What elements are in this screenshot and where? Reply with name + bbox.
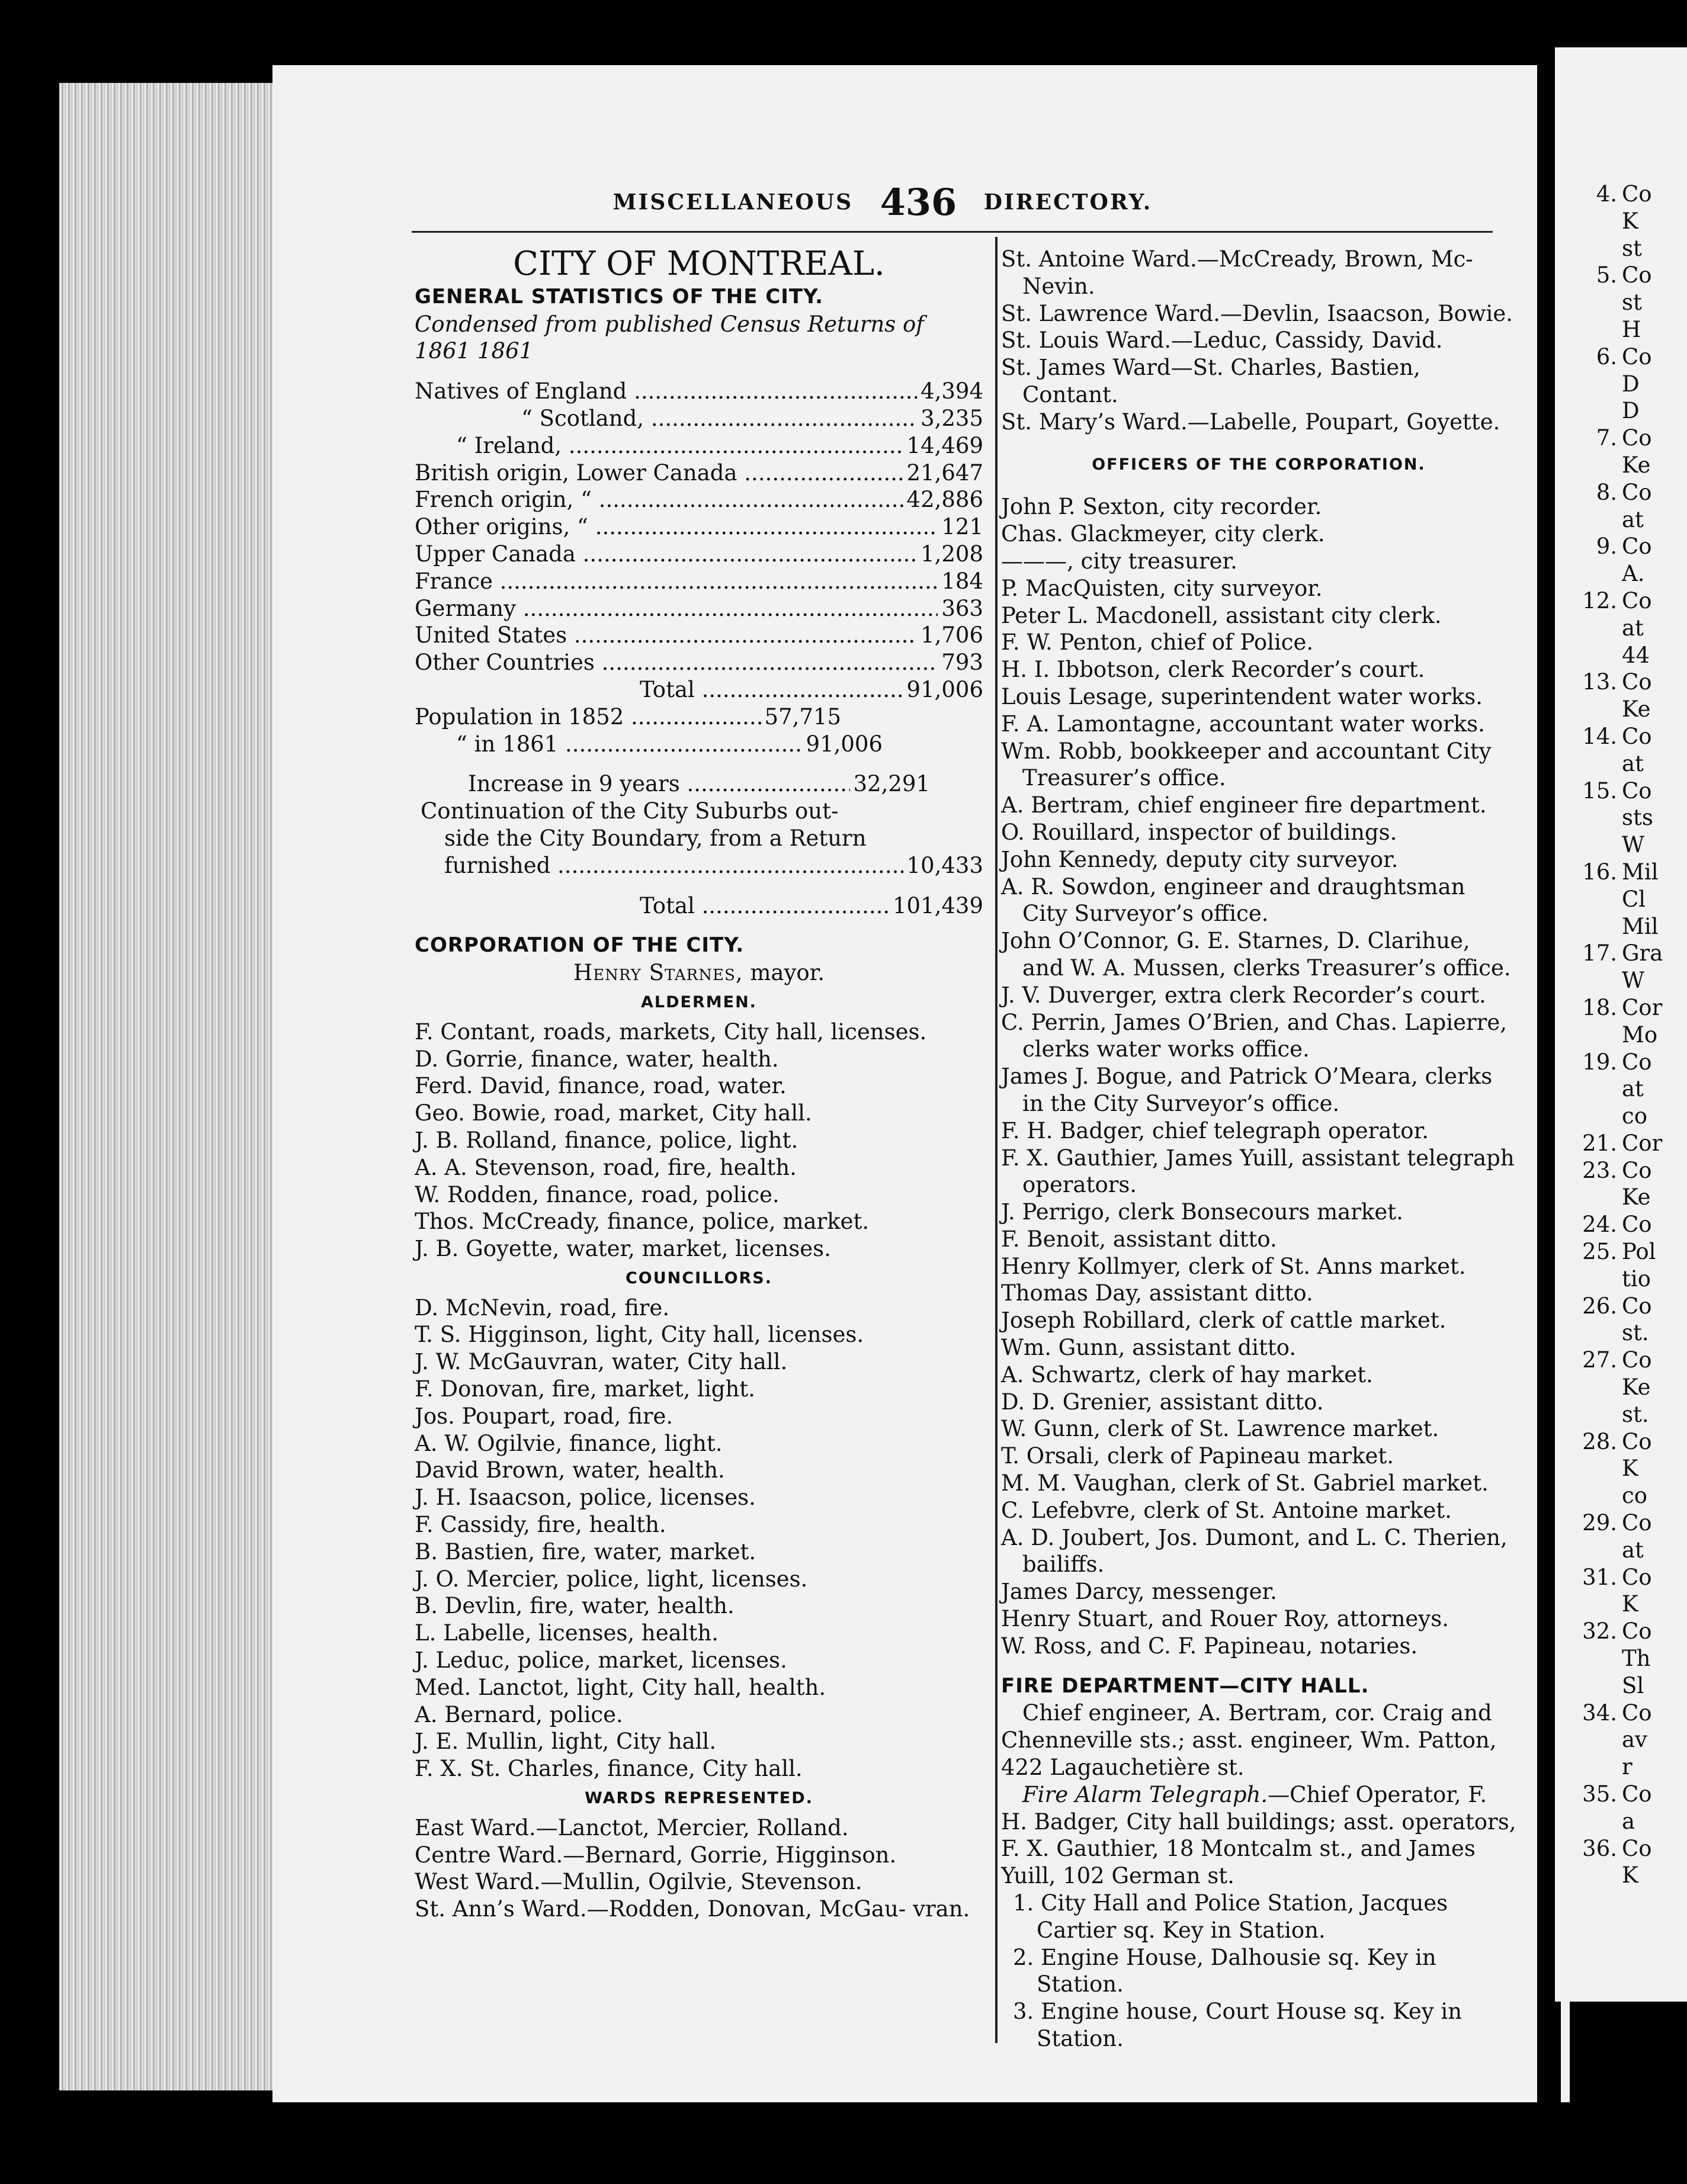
facing-text: Co (1622, 479, 1652, 505)
stat-row (415, 595, 983, 622)
facing-line (1570, 1184, 1682, 1211)
facing-number: 16. (1582, 859, 1617, 885)
officer-entry: James Darcy, messenger. (1001, 1579, 1277, 1605)
councillor-entry: J. Leduc, police, market, licenses. (415, 1647, 787, 1674)
councillor-entry: Jos. Poupart, road, fire. (415, 1403, 673, 1429)
stat-label: “ Ireland, ..... (456, 432, 903, 460)
facing-text: at (1622, 750, 1644, 776)
stat-value: 363 (941, 595, 983, 621)
stat-value: 42,886 (906, 487, 983, 513)
facing-number: 18. (1582, 994, 1617, 1020)
facing-number: 5. (1596, 262, 1617, 288)
stat-label: Upper Canada ..... (415, 541, 917, 568)
facing-number: 12. (1582, 587, 1617, 614)
facing-line (1570, 1428, 1682, 1456)
facing-line (1570, 1401, 1682, 1428)
facing-text: Cor (1622, 1130, 1663, 1156)
facing-text: at (1622, 1076, 1644, 1102)
facing-line (1570, 316, 1682, 343)
facing-text: Cor (1622, 994, 1663, 1020)
facing-number: 35. (1582, 1781, 1617, 1807)
facing-text: at (1622, 1537, 1644, 1563)
alderman-entry: Geo. Bowie, road, market, City hall. (415, 1100, 812, 1126)
facing-text: Co (1622, 343, 1652, 370)
facing-line (1570, 1293, 1682, 1320)
officer-entry: ———, city treasurer. (1001, 548, 1237, 574)
facing-text: tio (1622, 1266, 1651, 1292)
facing-line (1570, 696, 1682, 723)
officer-entry: Wm. Robb, bookkeeper and accountant City Treasurer’s office. (1001, 738, 1492, 791)
facing-text: D (1622, 371, 1640, 397)
aldermen-list (415, 1019, 983, 1263)
facing-number: 36. (1582, 1835, 1617, 1861)
ward-entry: St. Lawrence Ward.—Devlin, Isaacson, Bowie. (1001, 300, 1513, 326)
ward-entry: East Ward.—Lanctot, Mercier, Rolland. (415, 1814, 849, 1841)
facing-line (1570, 1075, 1682, 1103)
officer-entry: W. Gunn, clerk of St. Lawrence market. (1001, 1416, 1439, 1442)
facing-text: Co (1622, 1618, 1652, 1645)
stat-label: France ..... (415, 568, 938, 595)
officer-entry: F. W. Penton, chief of Police. (1001, 629, 1314, 656)
officer-entry: F. X. Gauthier, James Yuill, assistant telegraph operators. (1001, 1145, 1515, 1198)
census-note: Condensed from published Census Returns of 1861 1861 (415, 311, 924, 364)
stat-value: 1,208 (921, 541, 983, 567)
facing-line (1570, 940, 1682, 967)
councillor-entry: D. McNevin, road, fire. (415, 1295, 670, 1321)
facing-text: Co (1622, 1564, 1652, 1590)
councillor-entry: F. Donovan, fire, market, light. (415, 1376, 755, 1402)
officer-entry: J. Perrigo, clerk Bonsecours market. (1001, 1199, 1403, 1225)
facing-line (1570, 1455, 1682, 1482)
officer-entry: F. Benoit, assistant ditto. (1001, 1226, 1277, 1252)
stat-label: Other Countries ..... (415, 649, 938, 676)
ward-entry: West Ward.—Mullin, Ogilvie, Stevenson. (415, 1869, 862, 1895)
ward-entry: St. Ann’s Ward.—Rodden, Donovan, McGau- vran. (415, 1896, 970, 1922)
facing-text: Co (1622, 1347, 1652, 1373)
alderman-entry: Thos. McCready, finance, police, market. (415, 1209, 870, 1235)
directory-page (272, 65, 1570, 2102)
stations-list (1001, 1890, 1516, 2053)
facing-text: D (1622, 398, 1640, 424)
officer-entry: Chas. Glackmeyer, city clerk. (1001, 521, 1325, 547)
councillor-entry: David Brown, water, health. (415, 1457, 725, 1483)
station-entry: 1. City Hall and Police Station, Jacques Cartier sq. Key in Station. (1013, 1890, 1448, 1943)
facing-number: 29. (1582, 1510, 1617, 1536)
facing-line (1570, 560, 1682, 587)
facing-line (1570, 587, 1682, 615)
officer-entry: A. D. Joubert, Jos. Dumont, and L. C. Therien, bailiffs. (1001, 1524, 1508, 1578)
facing-line (1570, 1374, 1682, 1401)
facing-line (1570, 1645, 1682, 1672)
stat-row (415, 513, 983, 541)
facing-text: Cl (1622, 886, 1646, 912)
councillor-entry: B. Bastien, fire, water, market. (415, 1539, 756, 1565)
continuation-line-2: side the City Boundary, from a Return (444, 825, 867, 851)
facing-text: Th (1622, 1646, 1651, 1672)
facing-line (1570, 479, 1682, 506)
facing-text: av (1622, 1727, 1647, 1753)
facing-line (1570, 425, 1682, 452)
total-row: Total ..... 91,006 (415, 676, 983, 704)
facing-line (1570, 642, 1682, 669)
officers-heading: OFFICERS OF THE CORPORATION. (1092, 455, 1426, 474)
stat-label: United States ..... (415, 622, 917, 649)
facing-text: Pol (1622, 1239, 1656, 1265)
officer-entry: F. H. Badger, chief telegraph operator. (1001, 1117, 1429, 1144)
councillors-list (415, 1295, 983, 1782)
facing-text: Gra (1622, 940, 1663, 966)
statistics-list (415, 378, 983, 676)
facing-text: Co (1622, 723, 1652, 749)
officer-entry: Henry Kollmyer, clerk of St. Anns market. (1001, 1253, 1466, 1279)
councillor-entry: L. Labelle, licenses, health. (415, 1620, 719, 1646)
officer-entry: F. A. Lamontagne, accountant water works. (1001, 711, 1485, 737)
facing-line (1570, 1049, 1682, 1076)
facing-text: Co (1622, 1293, 1652, 1319)
officer-entry: M. M. Vaughan, clerk of St. Gabriel market. (1001, 1470, 1489, 1496)
facing-number: 4. (1596, 181, 1617, 207)
facing-line (1570, 1347, 1682, 1374)
left-column (415, 246, 983, 1923)
officer-entry: W. Ross, and C. F. Papineau, notaries. (1001, 1633, 1418, 1659)
stat-label: British origin, Lower Canada ..... (415, 460, 903, 487)
stat-row (415, 649, 983, 676)
facing-text: Sl (1622, 1672, 1644, 1698)
ward-entry: St. Antoine Ward.—McCready, Brown, Mc- Nevin. (1001, 246, 1473, 299)
councillor-entry: A. Bernard, police. (415, 1701, 623, 1727)
councillor-entry: J. O. Mercier, police, light, licenses. (415, 1566, 808, 1592)
facing-line (1570, 1591, 1682, 1618)
facing-line (1570, 886, 1682, 913)
facing-number: 34. (1582, 1700, 1617, 1726)
stat-row (415, 622, 983, 649)
facing-text: st. (1622, 1401, 1649, 1427)
facing-text: Co (1622, 1510, 1652, 1536)
councillor-entry: F. Cassidy, fire, health. (415, 1512, 666, 1538)
stat-row (415, 486, 983, 513)
councillor-entry: T. S. Higginson, light, City hall, licenses. (415, 1322, 864, 1348)
facing-number: 25. (1582, 1239, 1617, 1265)
facing-text: Co (1622, 534, 1652, 560)
facing-text: Ke (1622, 696, 1651, 722)
facing-line (1570, 452, 1682, 479)
officer-entry: T. Orsali, clerk of Papineau market. (1001, 1443, 1394, 1469)
facing-text: K (1622, 208, 1638, 234)
facing-line (1570, 1157, 1682, 1184)
stat-label: Germany ..... (415, 595, 938, 622)
stat-value: 793 (941, 650, 983, 676)
facing-number: 14. (1582, 723, 1617, 749)
stat-value: 21,647 (906, 460, 983, 486)
councillor-entry: J. E. Mullin, light, City hall. (415, 1729, 717, 1755)
population-1861-row: “ in 1861 ..... 91,006 (415, 731, 883, 758)
fire-department-heading: FIRE DEPARTMENT—CITY HALL. (1001, 1674, 1370, 1698)
facing-line (1570, 1238, 1682, 1266)
facing-text: r (1622, 1754, 1633, 1780)
facing-text: Mil (1622, 913, 1659, 939)
corporation-heading: CORPORATION OF THE CITY. (415, 933, 745, 958)
wards-list-continued (1001, 246, 1516, 436)
facing-text: a (1622, 1808, 1635, 1834)
facing-text: K (1622, 1862, 1638, 1888)
facing-text: W (1622, 832, 1645, 858)
alderman-entry: W. Rodden, finance, road, police. (415, 1181, 780, 1207)
facing-text: co (1622, 1103, 1647, 1129)
stat-label: Natives of England ..... (415, 378, 917, 405)
page-number: 436 (880, 181, 957, 224)
facing-line (1570, 1211, 1682, 1238)
facing-number: 17. (1582, 940, 1617, 966)
right-column (1001, 246, 1516, 2053)
facing-number: 27. (1582, 1347, 1617, 1373)
councillors-heading: COUNCILLORS. (625, 1268, 773, 1287)
officer-entry: John P. Sexton, city recorder. (1001, 494, 1322, 520)
facing-number: 31. (1582, 1564, 1617, 1590)
facing-line (1570, 1862, 1682, 1889)
councillor-entry: F. X. St. Charles, finance, City hall. (415, 1756, 803, 1782)
facing-number: 9. (1596, 534, 1617, 560)
fire-department-paragraph: Chief engineer, A. Bertram, cor. Craig and Chenneville sts.; asst. engineer, Wm. Patton, 422 Lagauchetière st. (1001, 1700, 1497, 1781)
facing-text: Mo (1622, 1022, 1658, 1048)
stat-row (415, 405, 983, 432)
facing-text: Co (1622, 1049, 1652, 1075)
stat-row (415, 460, 983, 487)
fire-alarm-paragraph: Fire Alarm Telegraph.—Chief Operator, F. H. Badger, City hall buildings; asst. operators, F. X. Gauthier, 18 Montcalm st., and James Yuill, 102 German st. (1001, 1781, 1516, 1889)
officer-entry: D. D. Grenier, assistant ditto. (1001, 1389, 1324, 1415)
officer-entry: Henry Stuart, and Rouer Roy, attorneys. (1001, 1606, 1449, 1632)
ward-entry: St. Mary’s Ward.—Labelle, Poupart, Goyette. (1001, 409, 1500, 435)
officer-entry: Wm. Gunn, assistant ditto. (1001, 1335, 1297, 1361)
officer-entry: A. Schwartz, clerk of hay market. (1001, 1361, 1373, 1388)
facing-line (1570, 208, 1682, 235)
officer-entry: Louis Lesage, superintendent water works. (1001, 683, 1483, 709)
facing-text: 44 (1622, 642, 1650, 668)
ward-entry: St. James Ward—St. Charles, Bastien, Contant. (1001, 355, 1420, 407)
station-entry: 3. Engine house, Court House sq. Key in Station. (1013, 1999, 1463, 2051)
councillor-entry: Med. Lanctot, light, City hall, health. (415, 1674, 826, 1700)
facing-text: Ke (1622, 1184, 1651, 1210)
facing-line (1570, 723, 1682, 750)
facing-line (1570, 750, 1682, 778)
facing-text: Co (1622, 425, 1652, 451)
facing-text: Co (1622, 1781, 1652, 1807)
stat-row (415, 378, 983, 405)
facing-text: K (1622, 1591, 1638, 1617)
stat-row (415, 568, 983, 595)
facing-number: 32. (1582, 1618, 1617, 1645)
facing-line (1570, 994, 1682, 1022)
wards-list (415, 1814, 983, 1923)
facing-text: at (1622, 506, 1644, 532)
officer-entry: Thomas Day, assistant ditto. (1001, 1280, 1313, 1306)
facing-text: Co (1622, 1428, 1652, 1454)
facing-line (1570, 1266, 1682, 1293)
stat-value: 121 (941, 514, 983, 540)
officer-entry: Peter L. Macdonell, assistant city clerk. (1001, 602, 1442, 628)
facing-text: Co (1622, 262, 1652, 288)
facing-line (1570, 1672, 1682, 1700)
officer-entry: C. Lefebvre, clerk of St. Antoine market. (1001, 1497, 1452, 1523)
alderman-entry: D. Gorrie, finance, water, health. (415, 1046, 779, 1072)
alderman-entry: F. Contant, roads, markets, City hall, licenses. (415, 1019, 927, 1045)
facing-line (1570, 1509, 1682, 1537)
officer-entry: H. I. Ibbotson, clerk Recorder’s court. (1001, 657, 1425, 683)
facing-text: H (1622, 316, 1641, 342)
facing-line (1570, 1564, 1682, 1591)
facing-line (1570, 1726, 1682, 1753)
section-title: CITY OF MONTREAL. (513, 245, 885, 283)
facing-text: st (1622, 290, 1642, 316)
facing-line (1570, 262, 1682, 289)
facing-line (1570, 181, 1682, 208)
officer-entry: Joseph Robillard, clerk of cattle market. (1001, 1308, 1447, 1334)
facing-text: at (1622, 615, 1644, 641)
ward-entry: St. Louis Ward.—Leduc, Cassidy, David. (1001, 327, 1443, 354)
facing-line (1570, 913, 1682, 940)
officer-entry: John O’Connor, G. E. Starnes, D. Clarihue, and W. A. Mussen, clerks Treasurer’s office. (1001, 928, 1511, 981)
stat-value: 1,706 (921, 622, 983, 648)
stat-row (415, 432, 983, 460)
officer-entry: O. Rouillard, inspector of buildings. (1001, 819, 1397, 845)
facing-line (1570, 397, 1682, 425)
facing-text: st. (1622, 1320, 1649, 1346)
wards-heading: WARDS REPRESENTED. (585, 1789, 813, 1808)
officer-entry: James J. Bogue, and Patrick O’Meara, clerks in the City Surveyor’s office. (1001, 1064, 1493, 1116)
facing-text: W (1622, 968, 1645, 994)
grand-total-row: Total ..... 101,439 (415, 892, 983, 920)
officers-list (1001, 493, 1516, 1659)
facing-line (1570, 967, 1682, 994)
column-divider (995, 237, 998, 2043)
councillor-entry: J. W. McGauvran, water, City hall. (415, 1349, 788, 1375)
facing-line (1570, 289, 1682, 316)
facing-line (1570, 533, 1682, 560)
facing-line (1570, 235, 1682, 262)
aldermen-heading: ALDERMEN. (641, 993, 757, 1011)
stat-value: 184 (941, 568, 983, 594)
alderman-entry: A. A. Stevenson, road, fire, health. (415, 1154, 797, 1180)
facing-text: Ke (1622, 1374, 1651, 1401)
facing-line (1570, 669, 1682, 696)
facing-line (1570, 1103, 1682, 1130)
facing-number: 24. (1582, 1212, 1617, 1238)
facing-text: Ke (1622, 452, 1651, 478)
header-rule (412, 231, 1493, 233)
officer-entry: J. V. Duverger, extra clerk Recorder’s court. (1001, 982, 1486, 1008)
alderman-entry: J. B. Goyette, water, market, licenses. (415, 1236, 831, 1262)
facing-line (1570, 1537, 1682, 1564)
facing-line (1570, 1835, 1682, 1862)
officer-entry: A. Bertram, chief engineer fire department. (1001, 792, 1487, 818)
facing-line (1570, 1022, 1682, 1049)
facing-text: Co (1622, 1157, 1652, 1183)
general-statistics-heading: GENERAL STATISTICS OF THE CITY. (415, 284, 823, 309)
facing-number: 19. (1582, 1049, 1617, 1075)
alderman-entry: Ferd. David, finance, road, water. (415, 1073, 787, 1099)
facing-text: Co (1622, 1835, 1652, 1861)
station-entry: 2. Engine House, Dalhousie sq. Key in Station. (1013, 1944, 1436, 1997)
facing-text: Co (1622, 1212, 1652, 1238)
ward-entry: Centre Ward.—Bernard, Gorrie, Higginson. (415, 1842, 897, 1868)
facing-line (1570, 371, 1682, 398)
continuation-row: furnished ..... 10,433 (415, 852, 983, 879)
facing-text: Co (1622, 587, 1652, 614)
facing-number: 26. (1582, 1293, 1617, 1319)
facing-line (1570, 1482, 1682, 1509)
facing-line (1570, 778, 1682, 805)
facing-line (1570, 1319, 1682, 1347)
stat-value: 3,235 (921, 405, 983, 431)
facing-text: Co (1622, 669, 1652, 695)
facing-line (1570, 831, 1682, 859)
facing-text: K (1622, 1456, 1638, 1482)
facing-number: 21. (1582, 1130, 1617, 1156)
officer-entry: John Kennedy, deputy city surveyor. (1001, 846, 1399, 872)
facing-number: 28. (1582, 1428, 1617, 1454)
councillor-entry: A. W. Ogilvie, finance, light. (415, 1430, 723, 1456)
mayor-line: Henry Starnes, mayor. (573, 960, 825, 986)
councillor-entry: B. Devlin, fire, water, health. (415, 1593, 735, 1619)
facing-line (1570, 1130, 1682, 1157)
facing-number: 8. (1596, 479, 1617, 505)
facing-line (1570, 506, 1682, 534)
facing-text: co (1622, 1483, 1647, 1509)
facing-text: sts (1622, 805, 1653, 831)
stat-label: Other origins, “ ..... (415, 513, 938, 541)
facing-text: A. (1622, 561, 1645, 587)
councillor-entry: J. H. Isaacson, police, licenses. (415, 1485, 756, 1511)
stat-row (415, 541, 983, 568)
facing-number: 6. (1596, 343, 1617, 370)
facing-line (1570, 1808, 1682, 1835)
facing-line (1570, 1618, 1682, 1645)
facing-line (1570, 1700, 1682, 1727)
facing-line (1570, 1781, 1682, 1808)
facing-line (1570, 1753, 1682, 1781)
officer-entry: C. Perrin, James O’Brien, and Chas. Lapierre, clerks water works office. (1001, 1009, 1507, 1062)
facing-number: 13. (1582, 669, 1617, 695)
facing-line (1570, 615, 1682, 642)
facing-line (1570, 859, 1682, 886)
continuation-line-1: Continuation of the City Suburbs out- (421, 798, 839, 824)
book-page-edges (59, 83, 278, 2090)
stat-value: 14,469 (906, 432, 983, 458)
facing-text: st (1622, 235, 1642, 261)
facing-number: 23. (1582, 1157, 1617, 1183)
facing-page-fragments (1570, 181, 1682, 1889)
facing-text: Mil (1622, 859, 1659, 885)
header-right: DIRECTORY. (983, 190, 1153, 215)
facing-text: Co (1622, 181, 1652, 207)
facing-text: Co (1622, 778, 1652, 804)
increase-row: Increase in 9 years ..... 32,291 (415, 770, 930, 798)
stat-value: 4,394 (921, 378, 983, 404)
alderman-entry: J. B. Rolland, finance, police, light. (415, 1127, 798, 1153)
officer-entry: A. R. Sowdon, engineer and draughtsman City Surveyor’s office. (1001, 873, 1465, 927)
stat-label: “ Scotland, ..... (521, 405, 917, 432)
facing-text: Co (1622, 1700, 1652, 1726)
stat-label: French origin, “ ..... (415, 486, 903, 513)
population-1852-row: Population in 1852 ..... 57,715 (415, 704, 841, 731)
facing-line (1570, 804, 1682, 831)
officer-entry: P. MacQuisten, city surveyor. (1001, 575, 1323, 601)
running-header (272, 181, 1493, 224)
facing-number: 15. (1582, 778, 1617, 804)
facing-line (1570, 343, 1682, 371)
header-left: MISCELLANEOUS (612, 190, 854, 215)
facing-number: 7. (1596, 425, 1617, 451)
